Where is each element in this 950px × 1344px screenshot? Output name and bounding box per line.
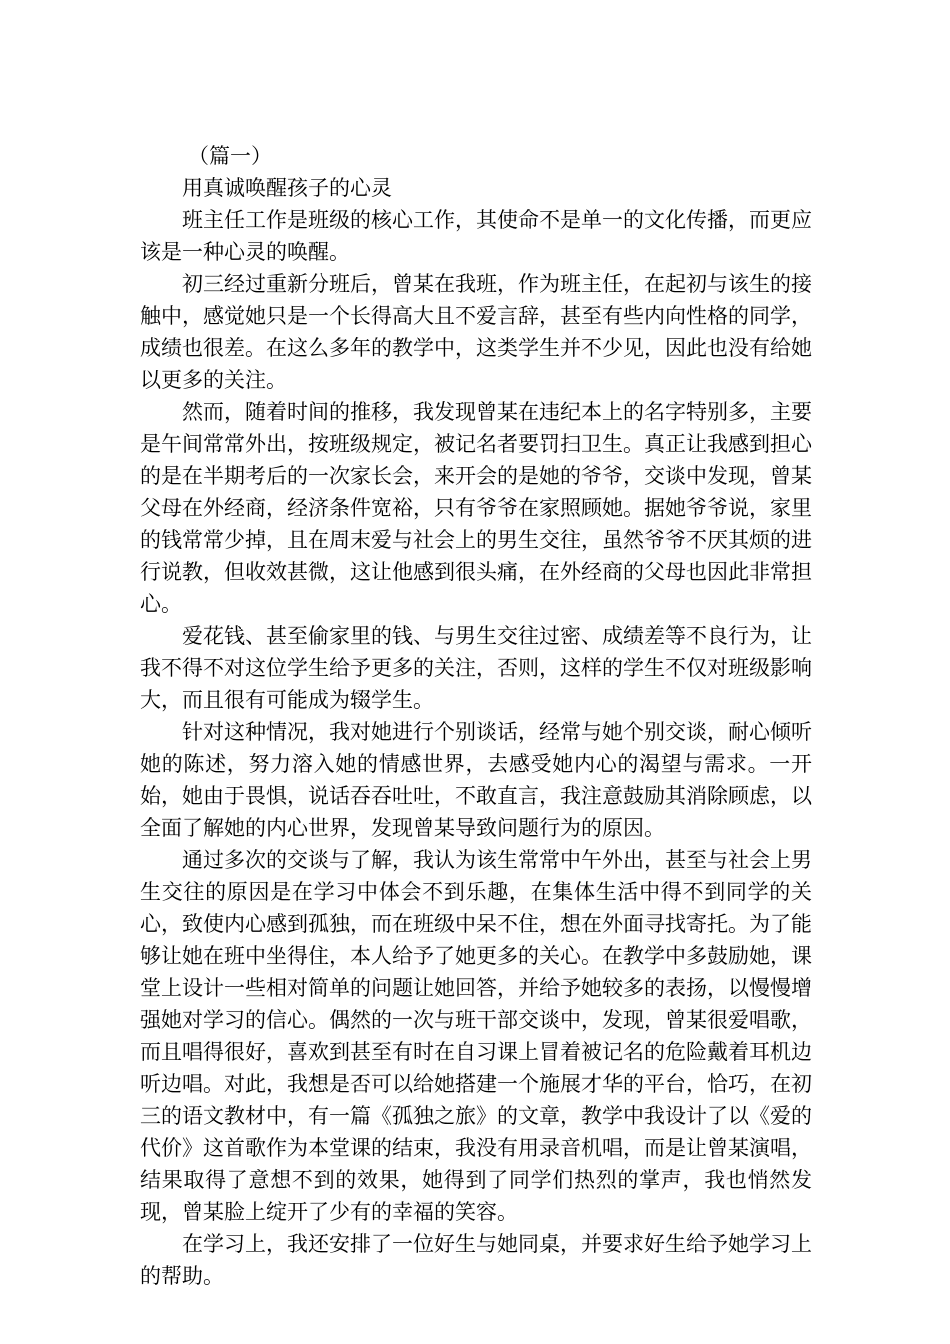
paragraph-2: 初三经过重新分班后，曾某在我班，作为班主任，在起初与该生的接触中，感觉她只是一个长得高大且不爱言辞，甚至有些内向性格的同学，成绩也很差。在这么多年的教学中，这类学生并不少见，因此也没有给她以更多的关注。 [140,272,812,392]
paragraph-1: 班主任工作是班级的核心工作，其使命不是单一的文化传播，而更应该是一种心灵的唤醒。 [140,208,812,264]
paragraph-4: 爱花钱、甚至偷家里的钱、与男生交往过密、成绩差等不良行为，让我不得不对这位学生给予更多的关注，否则，这样的学生不仅对班级影响大，而且很有可能成为辍学生。 [140,624,812,712]
paragraph-7: 在学习上，我还安排了一位好生与她同桌，并要求好生给予她学习上的帮助。 [140,1232,812,1288]
paragraph-5: 针对这种情况，我对她进行个别谈话，经常与她个别交谈，耐心倾听她的陈述，努力溶入她的情感世界，去感受她内心的渴望与需求。一开始，她由于畏惧，说话吞吞吐吐，不敢直言，我注意鼓励其消除顾虑，以全面了解她的内心世界，发现曾某导致问题行为的原因。 [140,720,812,840]
document-title: 用真诚唤醒孩子的心灵 [182,176,392,200]
document-page [140,140,812,1292]
section-label: （篇一） [188,144,272,168]
paragraph-3: 然而，随着时间的推移，我发现曾某在违纪本上的名字特别多，主要是午间常常外出，按班级规定，被记名者要罚扫卫生。真正让我感到担心的是在半期考后的一次家长会，来开会的是她的爷爷，交谈中发现，曾某父母在外经商，经济条件宽裕，只有爷爷在家照顾她。据她爷爷说，家里的钱常常少掉，且在周末爱与社会上的男生交往，虽然爷爷不厌其烦的进行说教，但收效甚微，这让他感到很头痛，在外经商的父母也因此非常担心。 [140,400,812,616]
paragraph-6: 通过多次的交谈与了解，我认为该生常常中午外出，甚至与社会上男生交往的原因是在学习中体会不到乐趣，在集体生活中得不到同学的关心，致使内心感到孤独，而在班级中呆不住，想在外面寻找寄托。为了能够让她在班中坐得住，本人给予了她更多的关心。在教学中多鼓励她，课堂上设计一些相对简单的问题让她回答，并给予她较多的表扬，以慢慢增强她对学习的信心。偶然的一次与班干部交谈中，发现，曾某很爱唱歌，而且唱得很好，喜欢到甚至有时在自习课上冒着被记名的危险戴着耳机边听边唱。对此，我想是否可以给她搭建一个施展才华的平台，恰巧，在初三的语文教材中，有一篇《孤独之旅》的文章，教学中我设计了以《爱的代价》这首歌作为本堂课的结束，我没有用录音机唱，而是让曾某演唱，结果取得了意想不到的效果，她得到了同学们热烈的掌声，我也悄然发现，曾某脸上绽开了少有的幸福的笑容。 [140,848,812,1224]
